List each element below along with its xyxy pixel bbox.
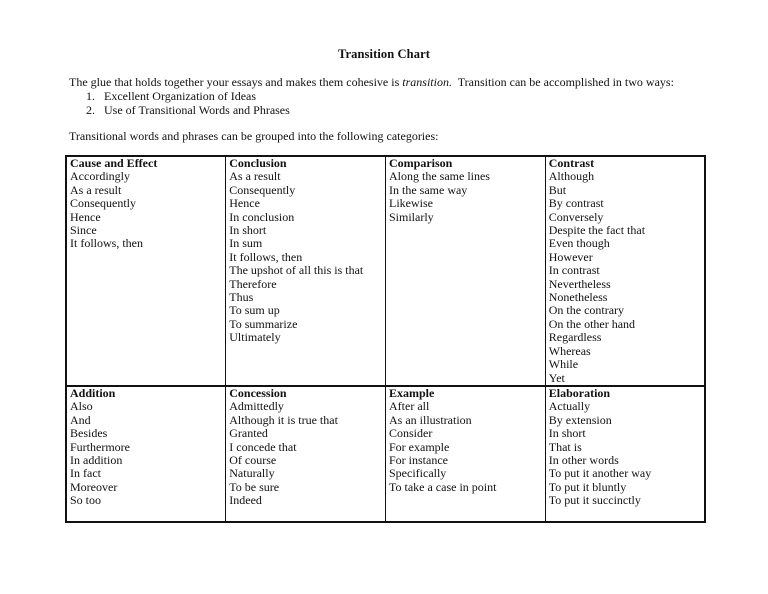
list-item (86, 103, 290, 117)
transition-phrase: Whereas (548, 343, 591, 358)
transition-phrase: In addition (70, 452, 123, 467)
transition-phrase: But (548, 182, 567, 197)
transition-phrase: By contrast (548, 196, 604, 211)
transition-phrase: As a result (70, 182, 122, 197)
category-header: Example (389, 385, 435, 400)
intro-text-start: The glue that holds together your essays and makes them cohesive is (69, 75, 403, 89)
transition-phrase: Accordingly (70, 169, 130, 184)
transition-phrase: It follows, then (229, 249, 303, 264)
transition-phrase: Even though (548, 236, 610, 251)
transition-phrase: I concede that (229, 439, 297, 454)
transition-phrase: To put it another way (548, 466, 652, 481)
transition-phrase: Also (70, 399, 93, 414)
category-cell (226, 156, 386, 386)
transition-phrase: On the other hand (548, 316, 636, 331)
transition-phrase: To summarize (229, 316, 298, 331)
intro-italic-word: transition. (402, 75, 452, 89)
transition-phrase: That is (548, 439, 582, 454)
table-row-top (66, 156, 705, 386)
list-item-text: Excellent Organization of Ideas (104, 89, 257, 103)
category-cell (386, 386, 546, 522)
transition-phrase: Indeed (229, 493, 262, 508)
transition-phrase: Moreover (70, 479, 118, 494)
transition-phrase: In short (229, 223, 267, 238)
category-cell (386, 156, 546, 386)
ways-list (86, 89, 290, 117)
transition-phrase: Consequently (229, 182, 296, 197)
category-header: Conclusion (229, 156, 287, 170)
transition-phrase: For example (389, 439, 450, 454)
transition-phrase: As a result (229, 169, 281, 184)
transition-phrase: In conclusion (229, 209, 295, 224)
category-header: Concession (229, 385, 287, 400)
document-title: Transition Chart (338, 47, 430, 61)
category-header: Addition (70, 385, 116, 400)
transition-phrase: Since (70, 223, 97, 238)
transition-phrase: Besides (70, 426, 108, 441)
transition-phrase: As an illustration (389, 412, 472, 427)
intro-paragraph (69, 75, 709, 89)
transition-phrase: Nonetheless (548, 290, 608, 305)
transition-phrase: Despite the fact that (548, 223, 646, 238)
transition-phrase: The upshot of all this is that (229, 263, 364, 278)
category-cell (66, 156, 226, 386)
transition-phrase: Granted (229, 426, 268, 441)
transition-phrase: Along the same lines (389, 169, 490, 184)
transition-phrase: For instance (389, 452, 448, 467)
transition-phrase: In other words (548, 452, 619, 467)
category-header: Elaboration (548, 385, 611, 400)
transition-phrase: Specifically (389, 466, 447, 481)
transition-phrase: To put it succinctly (548, 493, 641, 508)
transition-phrase: Admittedly (229, 399, 284, 414)
transition-phrase: Hence (229, 196, 260, 211)
transition-phrase: In short (548, 426, 586, 441)
transition-phrase: Therefore (229, 276, 277, 291)
transition-phrase: On the contrary (548, 303, 625, 318)
transition-phrase: Similarly (389, 209, 434, 224)
category-cell (226, 386, 386, 522)
transition-phrase: After all (389, 399, 430, 414)
category-header: Cause and Effect (70, 156, 158, 170)
transition-phrase: Likewise (389, 196, 433, 211)
transition-phrase: Naturally (229, 466, 275, 481)
transition-phrase: Consequently (70, 196, 136, 211)
transition-phrase: Yet (548, 370, 565, 385)
transition-phrase: To be sure (229, 479, 280, 494)
transition-phrase: It follows, then (70, 236, 143, 251)
categories-intro: Transitional words and phrases can be grouped into the following categories: (69, 129, 439, 143)
transition-phrase: However (548, 249, 593, 264)
transition-phrase: Actually (548, 399, 591, 414)
transition-phrase: And (70, 412, 91, 427)
intro-text-end: Transition can be accomplished in two ways: (451, 75, 674, 89)
transition-phrase: Although it is true that (229, 412, 338, 427)
transition-phrase: In fact (70, 466, 101, 481)
transition-phrase: While (548, 357, 579, 372)
transition-phrase: Conversely (548, 209, 604, 224)
category-header: Contrast (548, 156, 595, 170)
transition-phrase: In contrast (548, 263, 600, 278)
category-cell (545, 156, 705, 386)
transition-phrase: Thus (229, 290, 254, 305)
table-row-bottom (66, 386, 705, 522)
list-item-text: Use of Transitional Words and Phrases (104, 103, 290, 117)
transition-phrase: Nevertheless (548, 276, 611, 291)
list-number: 2. (86, 103, 95, 117)
transition-phrase: Consider (389, 426, 433, 441)
transition-table (65, 155, 706, 523)
category-header: Comparison (389, 156, 453, 170)
transition-phrase: To sum up (229, 303, 280, 318)
transition-phrase: So too (70, 493, 102, 508)
transition-phrase: Hence (70, 209, 101, 224)
transition-phrase: Regardless (548, 330, 602, 345)
category-cell (545, 386, 705, 522)
list-item (86, 89, 290, 103)
list-number: 1. (86, 89, 95, 103)
transition-phrase: In sum (229, 236, 263, 251)
transition-phrase: Ultimately (229, 330, 281, 345)
transition-phrase: Although (548, 169, 595, 184)
transition-phrase: Of course (229, 452, 277, 467)
transition-phrase: In the same way (389, 182, 468, 197)
transition-phrase: To take a case in point (389, 479, 497, 494)
transition-phrase: To put it bluntly (548, 479, 627, 494)
category-cell (66, 386, 226, 522)
transition-phrase: By extension (548, 412, 612, 427)
transition-phrase: Furthermore (70, 439, 130, 454)
